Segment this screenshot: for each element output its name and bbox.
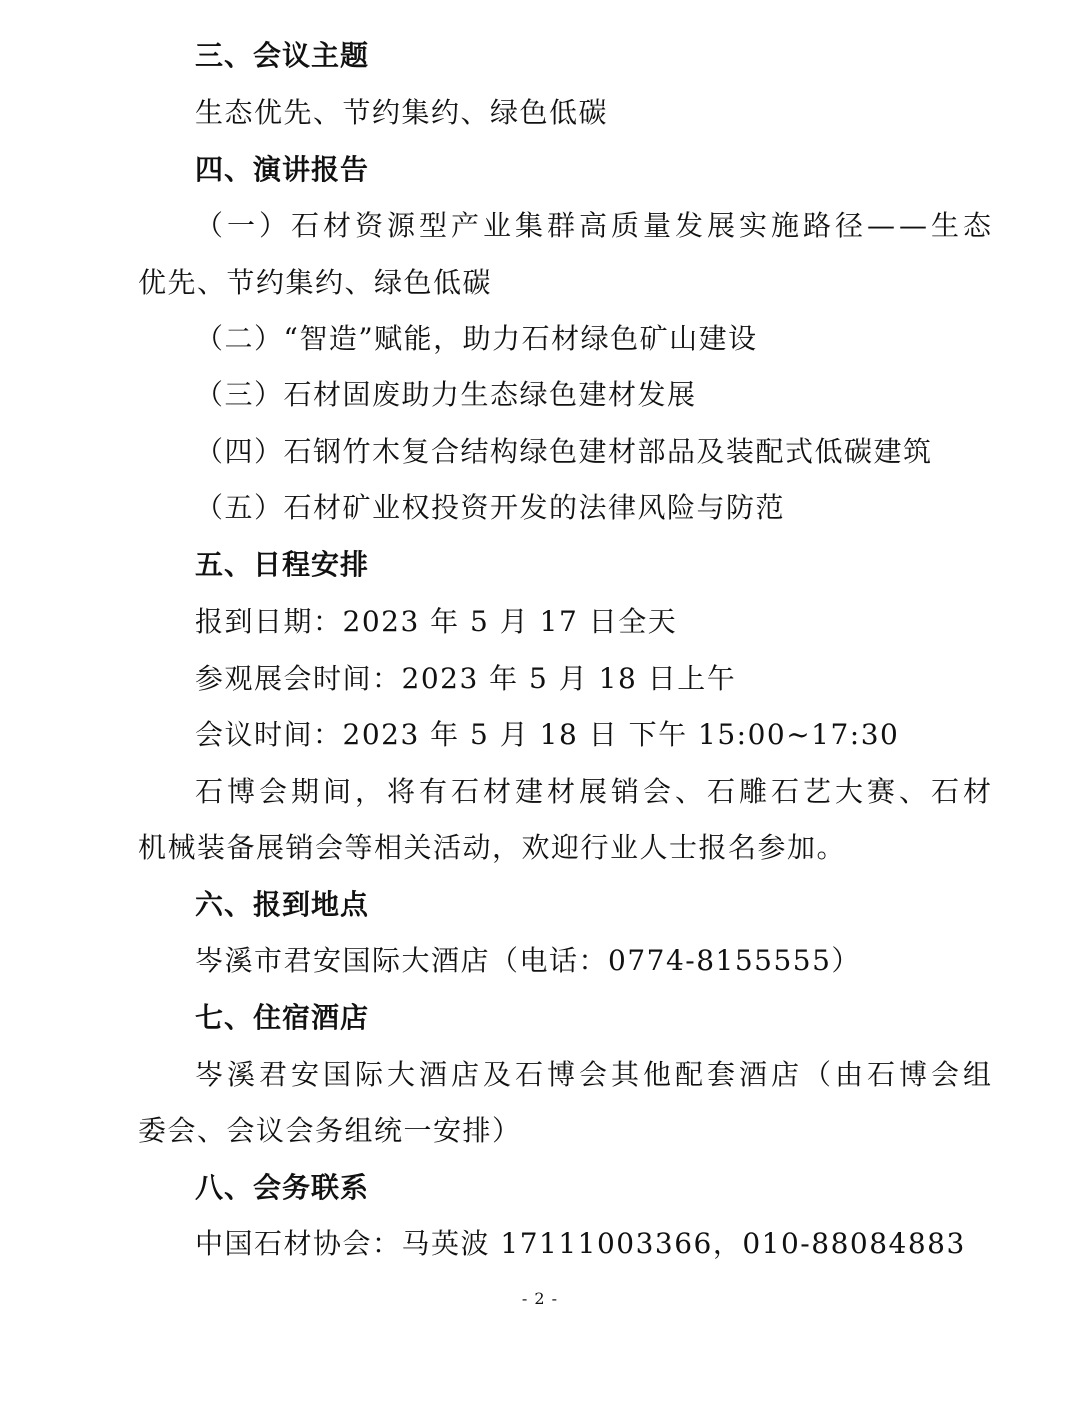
report-item-1: （一）石材资源型产业集群高质量发展实施路径——生态 [195,209,996,242]
section-heading-registration-venue: 六、报到地点 [195,888,370,921]
section-heading-hotel: 七、住宿酒店 [195,1001,370,1034]
hotel-text-continued: 委会、会议会务组统一安排） [138,1114,522,1147]
hotel-text: 岑溪君安国际大酒店及石博会其他配套酒店（由石博会组 [195,1058,996,1091]
report-item-1-continued: 优先、节约集约、绿色低碳 [138,266,493,299]
report-item-5: （五）石材矿业权投资开发的法律风险与防范 [195,491,786,524]
report-item-2: （二）“智造”赋能，助力石材绿色矿山建设 [195,322,758,355]
section-heading-reports: 四、演讲报告 [195,153,370,186]
activities-text: 石博会期间，将有石材建材展销会、石雕石艺大赛、石材 [195,775,996,808]
page-number: - 2 - [521,1289,559,1308]
theme-text: 生态优先、节约集约、绿色低碳 [195,96,609,129]
section-heading-schedule: 五、日程安排 [195,548,370,581]
section-heading-theme: 三、会议主题 [195,39,370,72]
section-heading-contact: 八、会务联系 [195,1171,370,1204]
report-item-4: （四）石钢竹木复合结构绿色建材部品及装配式低碳建筑 [195,435,933,468]
meeting-time: 会议时间：2023 年 5 月 18 日 下午 15:00~17:30 [195,718,900,751]
exhibition-visit-time: 参观展会时间：2023 年 5 月 18 日上午 [195,662,737,695]
contact-info: 中国石材协会：马英波 17111003366，010-88084883 [195,1227,966,1260]
registration-date: 报到日期：2023 年 5 月 17 日全天 [195,605,678,638]
activities-text-continued: 机械装备展销会等相关活动，欢迎行业人士报名参加。 [138,831,847,864]
registration-venue: 岑溪市君安国际大酒店（电话：0774-8155555） [195,944,861,977]
report-item-3: （三）石材固废助力生态绿色建材发展 [195,378,697,411]
